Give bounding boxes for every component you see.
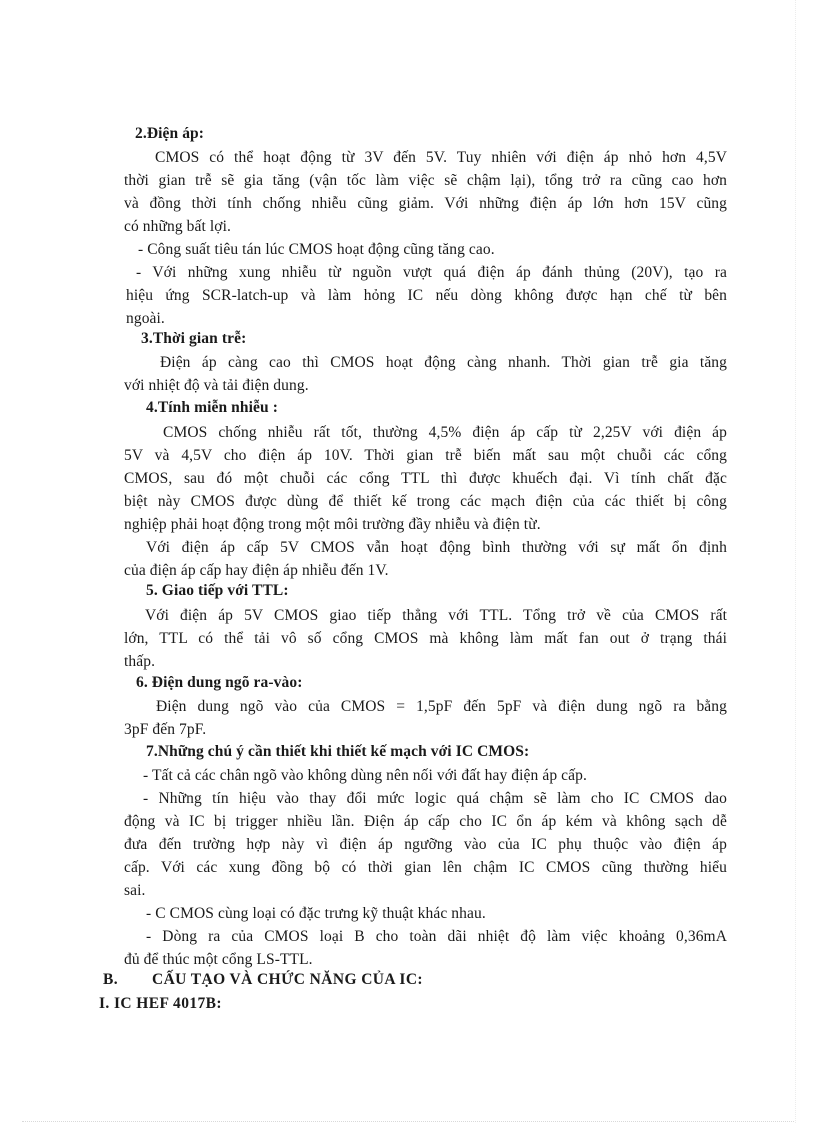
paragraph-line: ngoài. <box>126 310 165 327</box>
bullet-line: - Những tín hiệu vào thay đổi mức logic quá chậm sẽ làm cho IC CMOS dao <box>143 790 727 807</box>
heading-giao-tiep-ttl: 5. Giao tiếp với TTL: <box>146 582 289 599</box>
paragraph-line: với nhiệt độ và tải điện dung. <box>124 377 309 394</box>
paragraph-line: đưa đến trường hợp này vì điện áp ngưỡng vào của IC phụ thuộc vào điện áp <box>124 836 727 853</box>
paragraph-line: nghiệp phải hoạt động trong một môi trường đầy nhiễu và điện từ. <box>124 516 541 533</box>
paragraph-line: sai. <box>124 882 146 899</box>
bullet-line: - C CMOS cùng loại có đặc trưng kỹ thuật khác nhau. <box>146 905 486 922</box>
paragraph-line: biệt này CMOS được dùng để thiết kế trong các mạch điện của các thiết bị công <box>124 493 727 510</box>
paragraph-line: Điện áp càng cao thì CMOS hoạt động càng nhanh. Thời gian trễ gia tăng <box>160 354 727 371</box>
part-b-letter: B. <box>103 971 119 988</box>
bullet-line: - Tất cả các chân ngõ vào không dùng nên nối với đất hay điện áp cấp. <box>143 767 587 784</box>
paragraph-line: CMOS chống nhiễu rất tốt, thường 4,5% điện áp cấp từ 2,25V với điện áp <box>163 424 727 441</box>
heading-thoi-gian-tre: 3.Thời gian trễ: <box>141 330 247 347</box>
page-edge-rule <box>795 0 796 1123</box>
paragraph-line: và đồng thời tính chống nhiễu cũng giảm. Với những điện áp lớn hơn 15V cũng <box>124 195 727 212</box>
paragraph-line: Với điện áp 5V CMOS giao tiếp thẳng với TTL. Tổng trở về của CMOS rất <box>145 607 727 624</box>
paragraph-line: thời gian trễ sẽ gia tăng (vận tốc làm việc sẽ chậm lại), tổng trở ra cũng cao hơn <box>124 172 727 189</box>
paragraph-line: có những bất lợi. <box>124 218 231 235</box>
paragraph-line: CMOS, sau đó một chuỗi các cổng TTL thì được khuếch đại. Vì tính chất đặc <box>124 470 727 487</box>
paragraph-line: Với điện áp cấp 5V CMOS vẫn hoạt động bình thường với sự mất ổn định <box>146 539 727 556</box>
bullet-line: - Công suất tiêu tán lúc CMOS hoạt động cũng tăng cao. <box>138 241 495 258</box>
paragraph-line: Điện dung ngõ vào của CMOS = 1,5pF đến 5pF và điện dung ngõ ra bằng <box>156 698 727 715</box>
heading-chu-y-thiet-ke: 7.Những chú ý cần thiết khi thiết kế mạch với IC CMOS: <box>146 743 530 760</box>
paragraph-line: CMOS có thể hoạt động từ 3V đến 5V. Tuy nhiên với điện áp nhỏ hơn 4,5V <box>155 149 727 166</box>
paragraph-line: động và IC bị trigger nhiều lần. Điện áp cấp cho IC ổn áp kém và không sạch dễ <box>124 813 727 830</box>
bullet-line: - Dòng ra của CMOS loại B cho toàn dãi nhiệt độ làm việc khoảng 0,36mA <box>146 928 727 945</box>
page-bottom-rule <box>22 1121 794 1122</box>
paragraph-line: đủ để thúc một cổng LS-TTL. <box>124 951 313 968</box>
paragraph-line: thấp. <box>124 653 156 670</box>
bullet-line: - Với những xung nhiễu từ nguồn vượt quá điện áp đánh thủng (20V), tạo ra <box>136 264 727 281</box>
part-b-title: CẤU TẠO VÀ CHỨC NĂNG CỦA IC: <box>152 971 423 988</box>
paragraph-line: lớn, TTL có thể tải vô số cổng CMOS mà không làm mất fan out ở trạng thái <box>124 630 727 647</box>
paragraph-line: của điện áp cấp hay điện áp nhiễu đến 1V. <box>124 562 389 579</box>
paragraph-line: cấp. Với các xung đồng bộ có thời gian lên chậm IC CMOS cũng thường hiểu <box>124 859 727 876</box>
paragraph-line: 5V và 4,5V cho điện áp 10V. Thời gian trễ biến mất sau một chuỗi các cổng <box>124 447 727 464</box>
heading-tinh-mien-nhieu: 4.Tính miễn nhiễu : <box>146 399 278 416</box>
paragraph-line: hiệu ứng SCR-latch-up và làm hỏng IC nếu dòng không được hạn chế từ bên <box>126 287 727 304</box>
heading-dien-ap: 2.Điện áp: <box>135 125 205 142</box>
heading-dien-dung: 6. Điện dung ngõ ra-vào: <box>136 674 303 691</box>
part-i-title: I. IC HEF 4017B: <box>99 995 222 1012</box>
paragraph-line: 3pF đến 7pF. <box>124 721 207 738</box>
